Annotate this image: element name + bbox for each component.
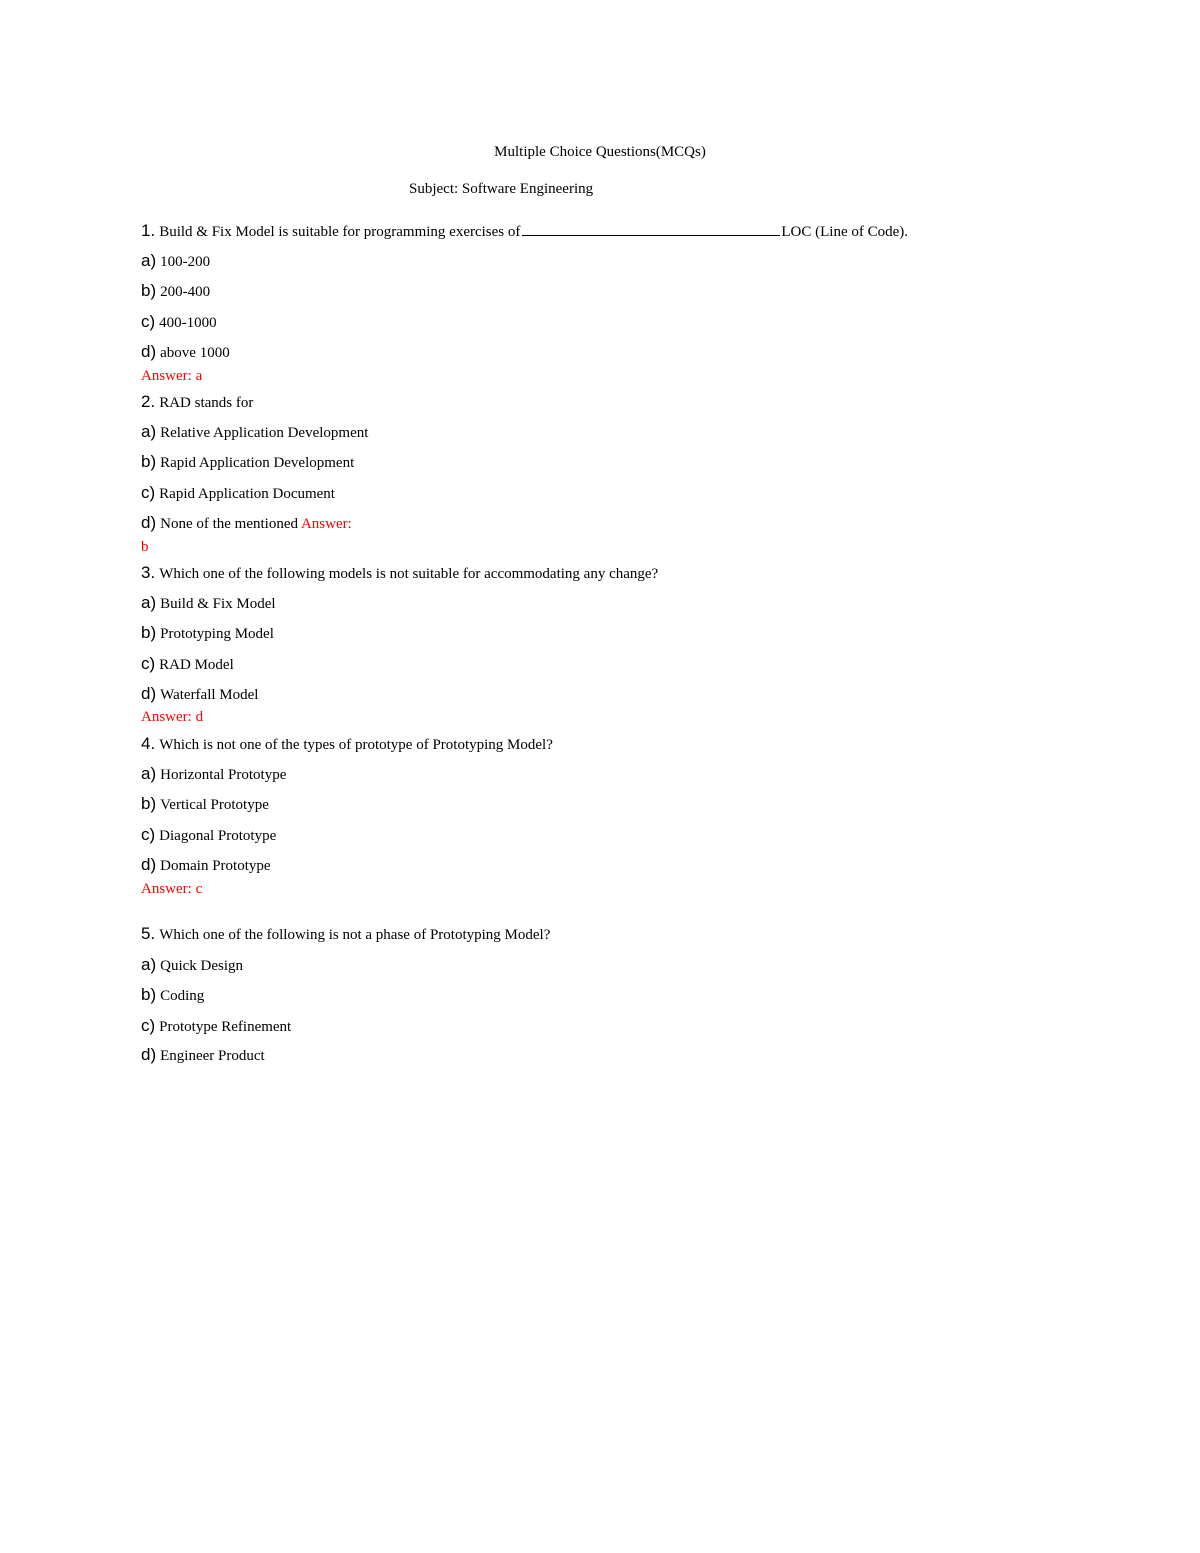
option-text: Waterfall Model bbox=[160, 687, 259, 703]
option-marker: d) bbox=[141, 1045, 157, 1064]
option-text: Diagonal Prototype bbox=[159, 828, 277, 844]
option-marker: c) bbox=[141, 1016, 156, 1035]
option-marker: c) bbox=[141, 654, 156, 673]
option-text: Rapid Application Development bbox=[160, 455, 355, 471]
option-text: Prototyping Model bbox=[160, 626, 274, 642]
option-text: Relative Application Development bbox=[160, 425, 369, 441]
option-text: Rapid Application Document bbox=[159, 486, 335, 502]
option-c bbox=[141, 654, 234, 675]
option-text: RAD Model bbox=[159, 657, 234, 673]
option-text: Prototype Refinement bbox=[159, 1019, 292, 1035]
option-d bbox=[141, 855, 271, 876]
option-c bbox=[141, 1016, 291, 1037]
question-text: Which is not one of the types of prototype of Prototyping Model? bbox=[159, 737, 553, 753]
option-marker: c) bbox=[141, 312, 156, 331]
question-text: RAD stands for bbox=[159, 395, 254, 411]
option-marker: d) bbox=[141, 855, 157, 874]
question-number: 5. bbox=[141, 924, 156, 943]
document-subject: Subject: Software Engineering bbox=[409, 181, 594, 197]
option-marker: d) bbox=[141, 684, 157, 703]
option-a bbox=[141, 422, 368, 443]
option-b bbox=[141, 623, 274, 644]
question-text: Which one of the following is not a phase of Prototyping Model? bbox=[159, 927, 551, 943]
answer-line: Answer: d bbox=[141, 709, 204, 725]
option-marker: a) bbox=[141, 764, 157, 783]
option-a bbox=[141, 593, 276, 614]
question-1 bbox=[141, 221, 908, 242]
question-number: 3. bbox=[141, 563, 156, 582]
option-marker: b) bbox=[141, 794, 157, 813]
answer-line: Answer: a bbox=[141, 368, 203, 384]
option-a bbox=[141, 251, 210, 272]
option-text: Engineer Product bbox=[160, 1048, 265, 1064]
option-marker: b) bbox=[141, 985, 157, 1004]
option-text: Quick Design bbox=[160, 958, 244, 974]
answer-line: Answer: c bbox=[141, 881, 203, 897]
option-marker: d) bbox=[141, 342, 157, 361]
option-text: None of the mentioned bbox=[160, 516, 299, 532]
option-marker: a) bbox=[141, 422, 157, 441]
option-text: Coding bbox=[160, 988, 205, 1004]
option-d bbox=[141, 342, 230, 363]
option-c bbox=[141, 825, 276, 846]
question-2 bbox=[141, 392, 253, 413]
option-marker: a) bbox=[141, 955, 157, 974]
option-text: above 1000 bbox=[160, 345, 230, 361]
option-text: 100-200 bbox=[160, 254, 211, 270]
option-a bbox=[141, 764, 286, 785]
option-text: Build & Fix Model bbox=[160, 596, 276, 612]
option-d bbox=[141, 1045, 265, 1066]
option-c bbox=[141, 312, 217, 333]
question-text-suffix: LOC (Line of Code). bbox=[781, 224, 909, 240]
question-number: 4. bbox=[141, 734, 156, 753]
question-5 bbox=[141, 924, 550, 945]
question-3 bbox=[141, 563, 658, 584]
option-b bbox=[141, 794, 269, 815]
question-4 bbox=[141, 734, 553, 755]
option-b bbox=[141, 985, 204, 1006]
option-b bbox=[141, 281, 210, 302]
option-c bbox=[141, 483, 335, 504]
option-marker: a) bbox=[141, 593, 157, 612]
option-marker: d) bbox=[141, 513, 157, 532]
option-text: Horizontal Prototype bbox=[160, 767, 287, 783]
option-marker: c) bbox=[141, 483, 156, 502]
answer-label: Answer: bbox=[300, 516, 352, 532]
option-d bbox=[141, 684, 258, 705]
option-a bbox=[141, 955, 243, 976]
document-title: Multiple Choice Questions(MCQs) bbox=[494, 144, 706, 160]
option-text: 200-400 bbox=[160, 284, 211, 300]
option-text: Domain Prototype bbox=[160, 858, 271, 874]
option-d bbox=[141, 513, 352, 534]
question-number: 1. bbox=[141, 221, 156, 240]
option-text: 400-1000 bbox=[159, 315, 217, 331]
option-marker: a) bbox=[141, 251, 157, 270]
question-text: Build & Fix Model is suitable for programming exercises of bbox=[159, 224, 521, 240]
option-marker: c) bbox=[141, 825, 156, 844]
answer-blank-line bbox=[522, 221, 780, 236]
option-b bbox=[141, 452, 354, 473]
option-marker: b) bbox=[141, 452, 157, 471]
option-marker: b) bbox=[141, 623, 157, 642]
question-text: Which one of the following models is not suitable for accommodating any change? bbox=[159, 566, 659, 582]
question-number: 2. bbox=[141, 392, 156, 411]
option-marker: b) bbox=[141, 281, 157, 300]
answer-value: b bbox=[141, 539, 149, 555]
option-text: Vertical Prototype bbox=[160, 797, 269, 813]
